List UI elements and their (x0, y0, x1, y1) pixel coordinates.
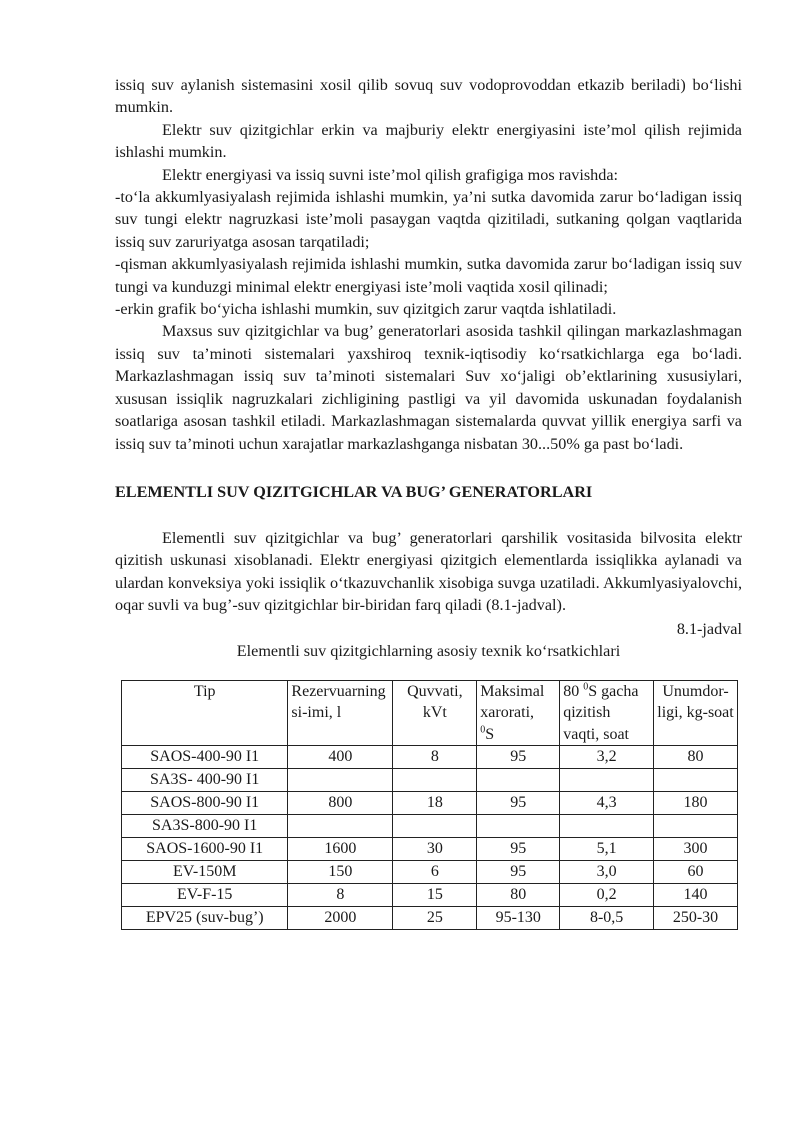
table-cell: 3,0 (560, 861, 654, 884)
table-cell: 80 (654, 746, 738, 769)
table-cell: 150 (288, 861, 393, 884)
max-temp-label: Maksimal xarorati, (480, 682, 545, 722)
heating-time-temp: 80 (563, 682, 580, 700)
col-header-tip: Tip (122, 680, 288, 746)
col-header-power: Quvvati, kVt (393, 680, 477, 746)
table-row (122, 769, 738, 792)
table-header-row (122, 680, 738, 746)
table-row (122, 815, 738, 838)
table-row (122, 746, 738, 769)
table-row (122, 861, 738, 884)
table-cell: 8-0,5 (560, 907, 654, 930)
table-cell: 300 (654, 838, 738, 861)
paragraph-continuation: issiq suv aylanish sistemasini xosil qilib sovuq suv vodoprovoddan etkazib beriladi) bo‘lishi mumkin. (115, 76, 742, 117)
table-cell: 95 (477, 838, 560, 861)
table-cell (560, 815, 654, 838)
section-heading: ELEMENTLI SUV QIZITGICHLAR VA BUG’ GENERATORLARI (115, 482, 593, 501)
table-cell: SAOS-1600-90 I1 (122, 838, 288, 861)
col-header-capacity: Rezervuarning si-imi, l (288, 680, 393, 746)
table-cell (288, 769, 393, 792)
specs-table (121, 680, 738, 931)
col-header-max-temp (477, 680, 560, 746)
table-cell: 30 (393, 838, 477, 861)
table-label: 8.1-jadval (676, 619, 742, 638)
table-cell (477, 815, 560, 838)
degree-mark: 0 (583, 681, 589, 693)
table-row (122, 907, 738, 930)
table-cell (288, 815, 393, 838)
table-cell: 2000 (288, 907, 393, 930)
heating-time-label: S gacha qizitish vaqti, soat (563, 682, 639, 743)
col-header-productivity: Unumdor-ligi, kg-soat (654, 680, 738, 746)
paragraph-heater-modes: Elektr suv qizitgichlar erkin va majburiy elektr energiyasini iste’mol qilish rejimida ishlashi mumkin. (115, 120, 742, 162)
degree-mark: 0 (480, 724, 486, 736)
table-cell: 8 (393, 746, 477, 769)
table-cell: EV-F-15 (122, 884, 288, 907)
table-cell: 18 (393, 792, 477, 815)
table-row (122, 792, 738, 815)
table-cell: 80 (477, 884, 560, 907)
table-cell: 8 (288, 884, 393, 907)
table-cell: 4,3 (560, 792, 654, 815)
table-cell: 25 (393, 907, 477, 930)
document-page (115, 74, 742, 930)
table-cell: SA3S- 400-90 I1 (122, 769, 288, 792)
table-cell (393, 769, 477, 792)
table-cell: 140 (654, 884, 738, 907)
table-cell (393, 815, 477, 838)
table-cell: 60 (654, 861, 738, 884)
paragraph-decentralized-systems: Maxsus suv qizitgichlar va bug’ generatorlari asosida tashkil qilingan markazlashmagan issiq suv ta’minoti sistemalari yaxshiroq texnik-iqtisodiy ko‘rsatkichlarga ega bo‘ladi. Markazlashmagan issiq suv ta’minoti sistemalari Suv xo‘jaligi ob’ektlarining xususiylari, xususan issiqlik nagruzkalari zichligining pastligi va yil davomida uskunadan foydalanish soatlariga asosan tashkil etiladi. Markazlashmagan sistemalarda quvvat yillik energiya sarfi va issiq suv ta’minoti uchun xarajatlar markazlashganga nisbatan 30...50% ga past bo‘ladi. (115, 322, 742, 453)
table-cell: SA3S-800-90 I1 (122, 815, 288, 838)
table-cell: 250-30 (654, 907, 738, 930)
table-cell (560, 769, 654, 792)
table-cell: EV-150M (122, 861, 288, 884)
paragraph-element-heaters: Elementli suv qizitgichlar va bug’ generatorlari qarshilik vositasida bilvosita elektr qizitish uskunasi xisoblanadi. Elektr energiyasi qizitgich elementlarda issiqlikka aylanadi va ulardan konveksiya yoki issiqlik o‘tkazuvchanlik xisobiga suvga uzatiladi. Akkumlyasiyalovchi, oqar suvli va bug’-suv qizitgichlar bir-biridan farq qiladi (8.1-jadval). (115, 528, 742, 615)
table-cell: SAOS-400-90 I1 (122, 746, 288, 769)
table-cell: 6 (393, 861, 477, 884)
table-cell (654, 815, 738, 838)
list-item-partial-accumulation: -qisman akkumlyasiyalash rejimida ishlashi mumkin, sutka davomida zarur bo‘ladigan issiq suv tungi va kunduzgi minimal elektr energiyasi iste’moli vaqtida xosil qilinadi; (115, 255, 742, 296)
table-row (122, 838, 738, 861)
table-cell (654, 769, 738, 792)
table-cell: 3,2 (560, 746, 654, 769)
table-cell: 180 (654, 792, 738, 815)
table-cell: EPV25 (suv-bug’) (122, 907, 288, 930)
table-cell: 95-130 (477, 907, 560, 930)
table-cell: 1600 (288, 838, 393, 861)
table-cell (477, 769, 560, 792)
table-row (122, 884, 738, 907)
table-cell: 800 (288, 792, 393, 815)
max-temp-unit: S (485, 725, 495, 743)
table-title: Elementli suv qizitgichlarning asosiy texnik ko‘rsatkichlari (236, 641, 621, 660)
table-cell: 95 (477, 746, 560, 769)
table-cell: 15 (393, 884, 477, 907)
table-cell: 95 (477, 861, 560, 884)
paragraph-schedule-intro: Elektr energiyasi va issiq suvni iste’mol qilish grafigiga mos ravishda: (162, 165, 619, 184)
table-cell: 400 (288, 746, 393, 769)
table-cell: 95 (477, 792, 560, 815)
list-item-free-schedule: -erkin grafik bo‘yicha ishlashi mumkin, suv qizitgich zarur vaqtda ishlatiladi. (115, 300, 617, 319)
col-header-heating-time (560, 680, 654, 746)
table-cell: 0,2 (560, 884, 654, 907)
list-item-full-accumulation: -to‘la akkumlyasiyalash rejimida ishlashi mumkin, ya’ni sutka davomida zarur bo‘ladigan issiq suv tungi elektr nagruzkasi iste’moli pasaygan vaqtda qizitiladi, sutkaning qolgan vaqtlarida issiq suv zaruriyatga asosan tarqatiladi; (115, 188, 742, 251)
table-cell: 5,1 (560, 838, 654, 861)
table-cell: SAOS-800-90 I1 (122, 792, 288, 815)
